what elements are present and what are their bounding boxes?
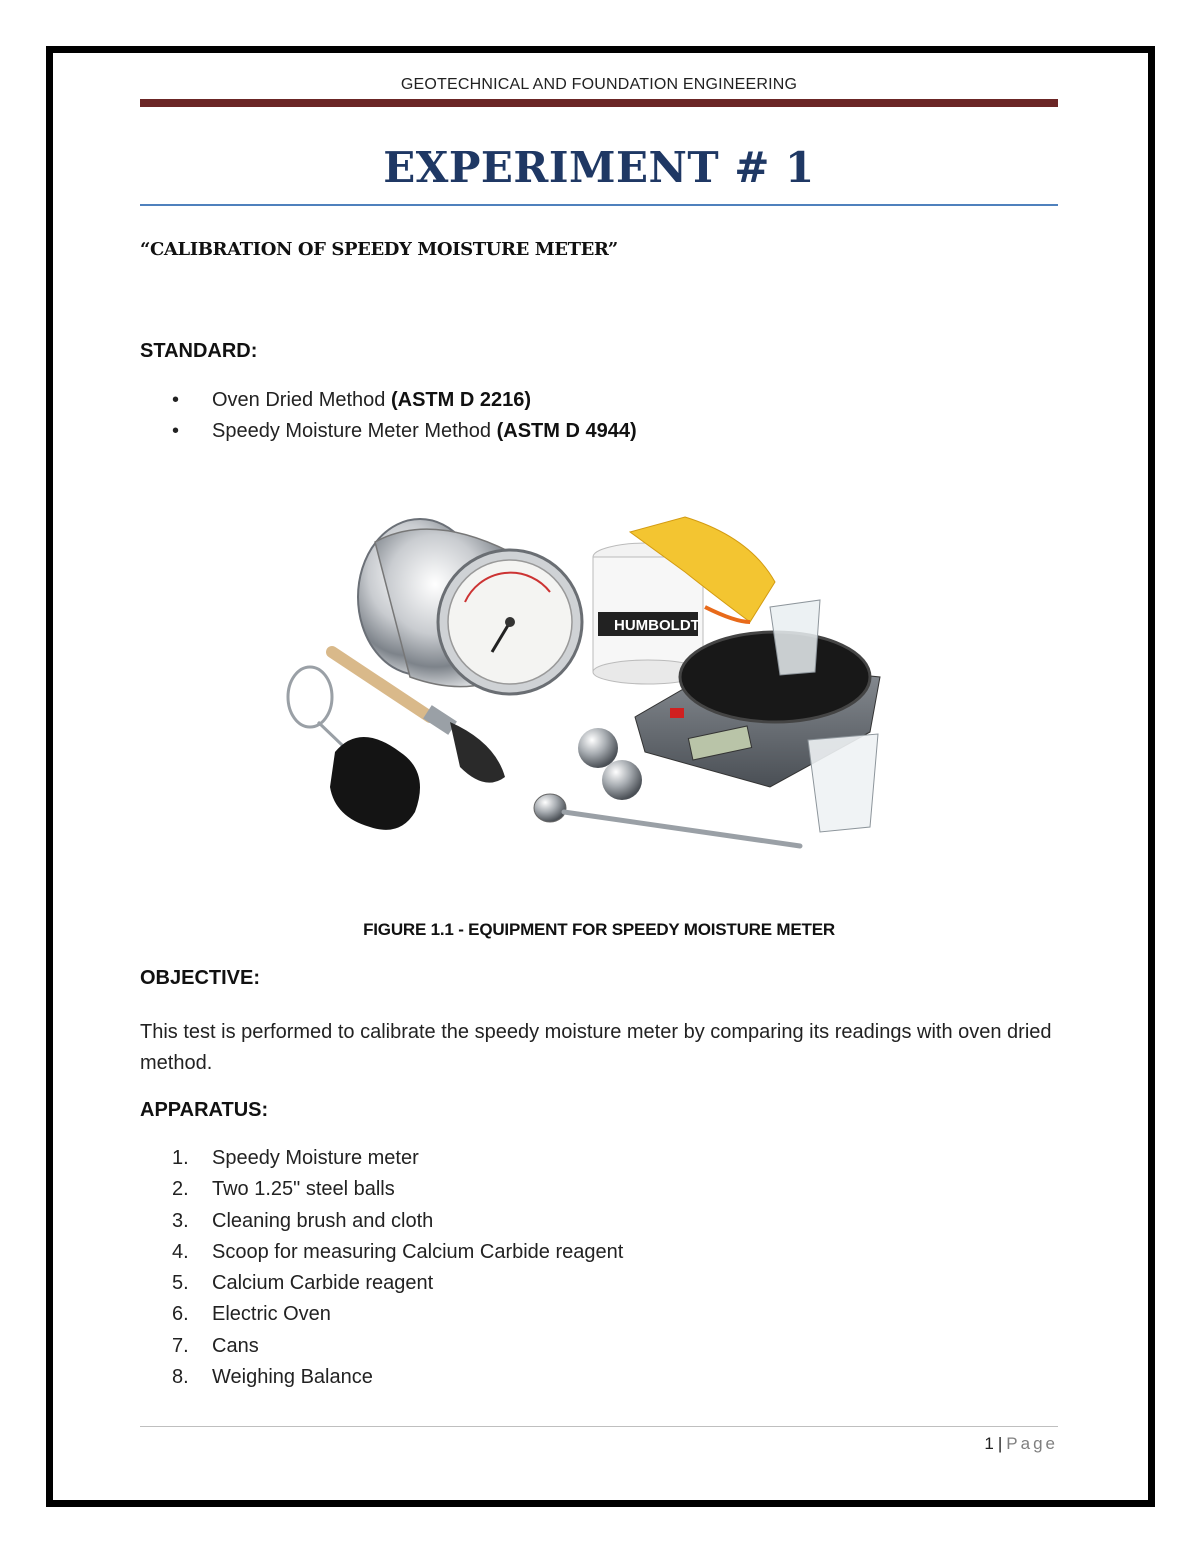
- beaker-icon: [808, 734, 878, 832]
- title-rule: [140, 204, 1058, 206]
- list-item: 3. Cleaning brush and cloth: [172, 1209, 434, 1232]
- moisture-meter-icon: [358, 519, 582, 694]
- list-item: 8. Weighing Balance: [172, 1366, 373, 1389]
- standard-item-text: Oven Dried Method: [212, 389, 391, 411]
- brand-label: HUMBOLDT: [614, 617, 700, 634]
- figure-caption: FIGURE 1.1 - EQUIPMENT FOR SPEEDY MOISTURE METER: [363, 920, 835, 939]
- running-header: GEOTECHNICAL AND FOUNDATION ENGINEERING: [400, 76, 798, 93]
- footer-separator: |: [997, 1434, 1003, 1453]
- apparatus-list: [172, 1147, 623, 1397]
- standard-heading: STANDARD:: [140, 340, 258, 362]
- equipment-figure: [280, 512, 890, 862]
- page-title: EXPERIMENT # 1: [383, 143, 815, 192]
- list-item: 1. Speedy Moisture meter: [172, 1147, 419, 1169]
- standard-code: (ASTM D 2216): [390, 389, 532, 411]
- page-label: Page: [1006, 1434, 1058, 1453]
- page-footer: [140, 1434, 1058, 1454]
- apparatus-heading: APPARATUS:: [140, 1099, 269, 1121]
- scoop-icon: [534, 794, 800, 846]
- list-item: [172, 420, 637, 451]
- header-rule: [140, 99, 1058, 107]
- list-item: 2. Two 1.25" steel balls: [172, 1178, 395, 1201]
- list-item: 4. Scoop for measuring Calcium Carbide reagent: [172, 1240, 624, 1263]
- steel-ball-icon: [602, 760, 642, 800]
- experiment-subtitle: “CALIBRATION OF SPEEDY MOISTURE METER”: [140, 239, 618, 260]
- list-item: 5. Calcium Carbide reagent: [172, 1272, 434, 1295]
- bullet-icon: •: [172, 420, 180, 442]
- list-item: [172, 389, 637, 420]
- steel-ball-icon: [578, 728, 618, 768]
- bullet-icon: •: [172, 389, 180, 411]
- standard-item-text: Speedy Moisture Meter Method: [212, 420, 497, 442]
- standard-code: (ASTM D 4944): [496, 420, 637, 442]
- list-item: 7. Cans: [172, 1334, 259, 1357]
- objective-text: This test is performed to calibrate the speedy moisture meter by comparing its readings with oven dried method.: [140, 1021, 1052, 1074]
- footer-rule: [140, 1426, 1058, 1427]
- list-item: 6. Electric Oven: [172, 1303, 331, 1326]
- page-number: 1: [984, 1434, 994, 1453]
- objective-heading: OBJECTIVE:: [140, 967, 261, 989]
- standard-list: [172, 389, 637, 451]
